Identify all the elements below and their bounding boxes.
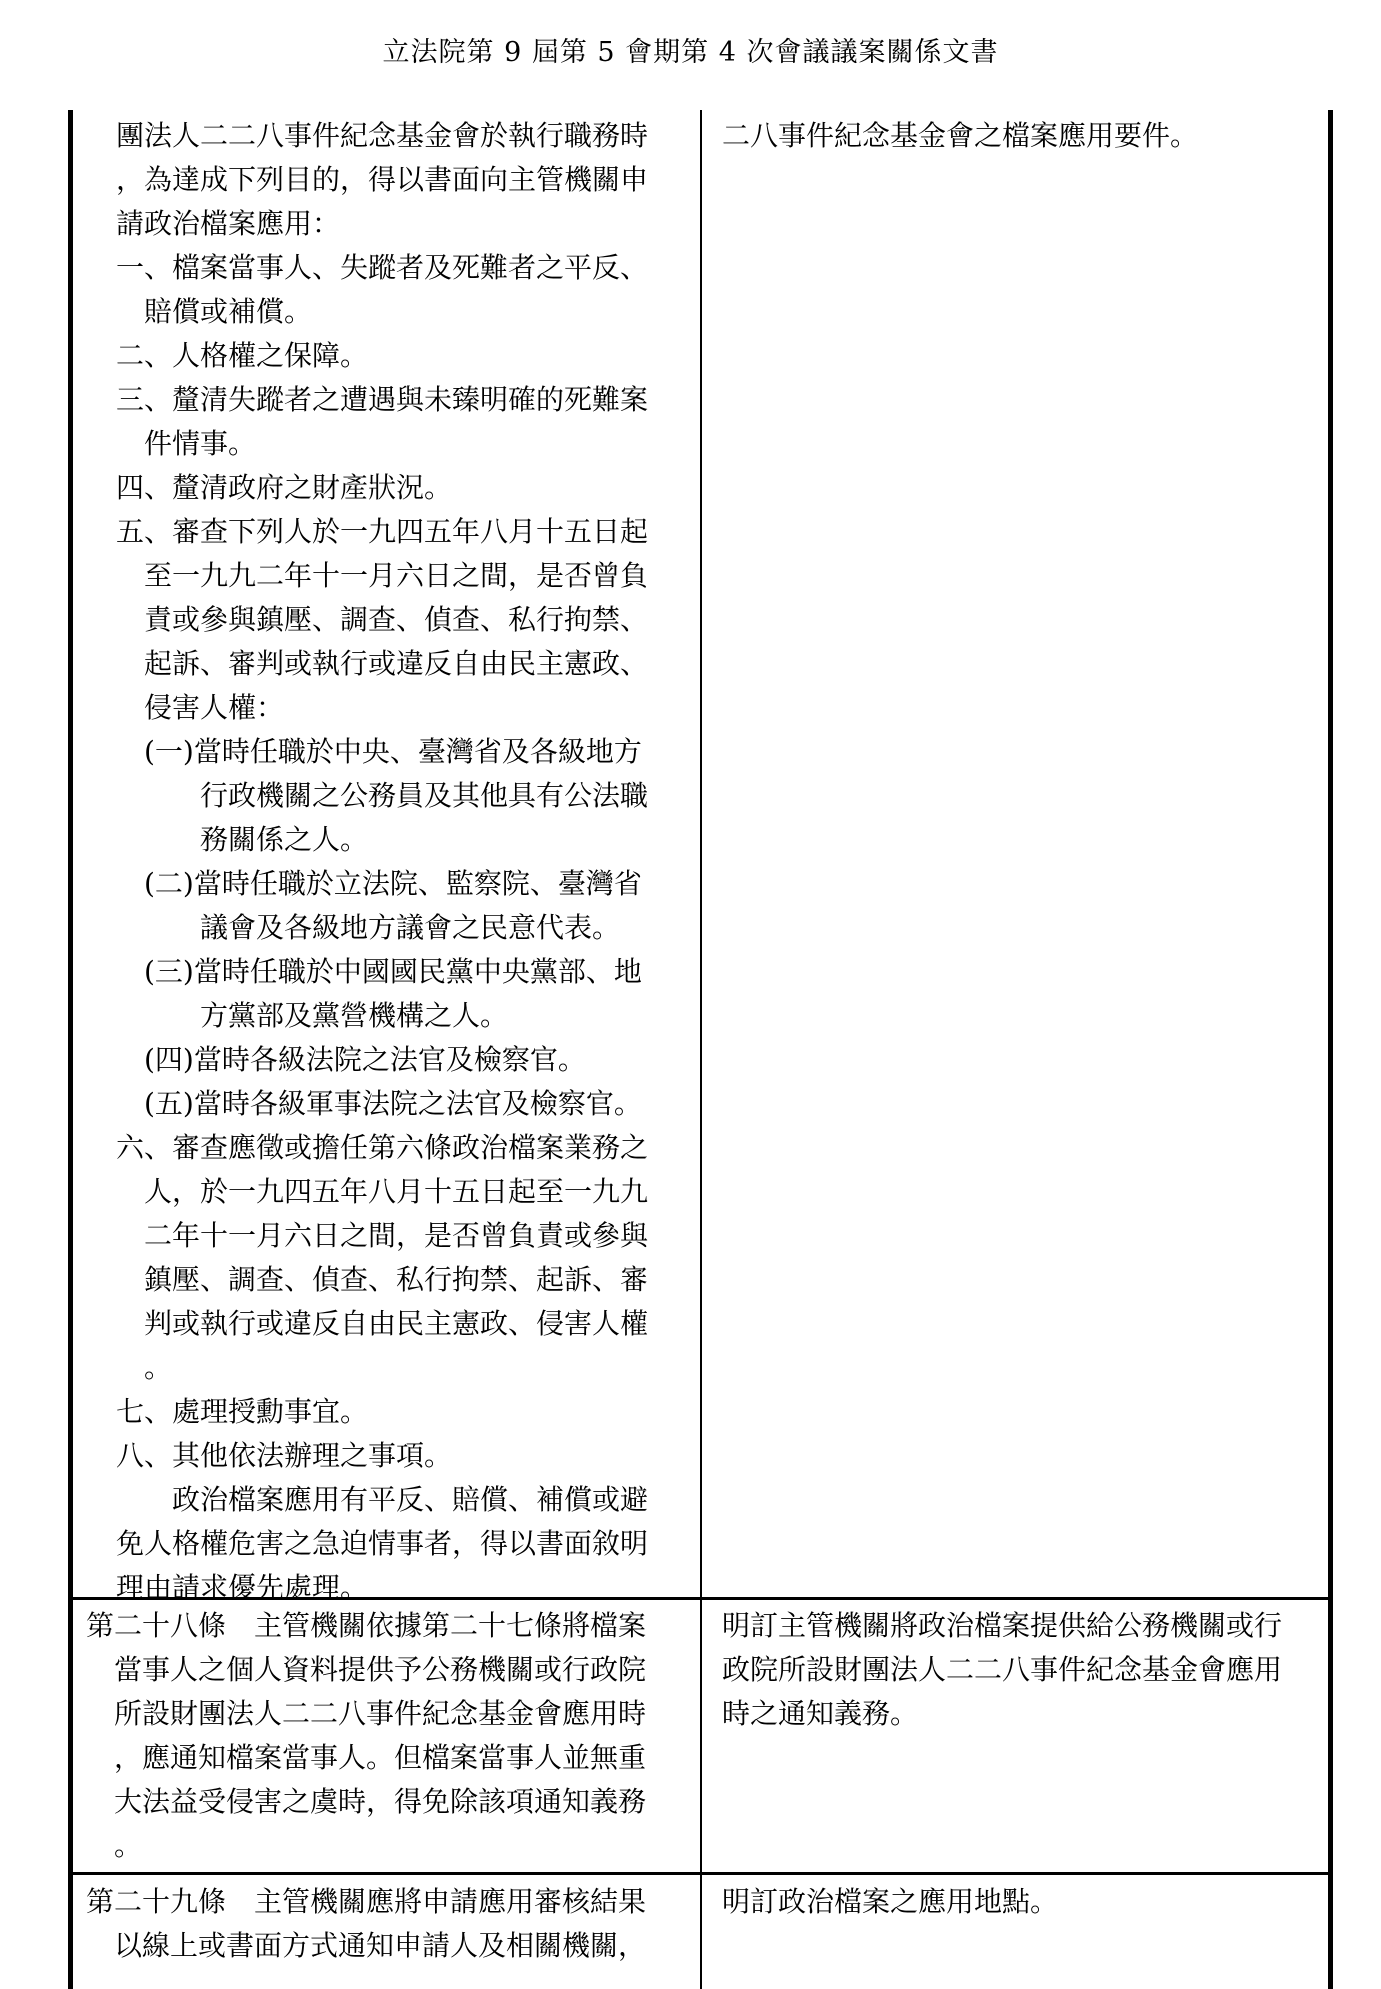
row2-right-cell — [722, 1604, 1282, 1736]
row2-right-line: 明訂主管機關將政治檔案提供給公務機關或行 — [722, 1609, 1283, 1642]
row1-left-line: 三、釐清失蹤者之遭遇與未臻明確的死難案 — [116, 383, 649, 416]
row1-right-cell — [722, 114, 1198, 158]
row1-left-cell — [116, 114, 648, 1610]
row1-left-line: 議會及各級地方議會之民意代表。 — [116, 911, 621, 944]
row2-left-cell — [86, 1604, 646, 1868]
row1-left-line: 鎮壓、調查、偵查、私行拘禁、起訴、審 — [116, 1263, 649, 1296]
row1-left-line: 人，於一九四五年八月十五日起至一九九 — [116, 1175, 649, 1208]
row3-left-cell — [86, 1880, 646, 1968]
row1-left-line: 四、釐清政府之財產狀況。 — [116, 471, 453, 504]
row1-left-line: 八、其他依法辦理之事項。 — [116, 1439, 453, 1472]
row2-right-line: 政院所設財團法人二二八事件紀念基金會應用 — [722, 1653, 1283, 1686]
row1-left-line: 請政治檔案應用： — [116, 207, 341, 240]
row2-left-line: 第二十八條 主管機關依據第二十七條將檔案 — [86, 1609, 647, 1642]
row3-left-line: 第二十九條 主管機關應將申請應用審核結果 — [86, 1885, 647, 1918]
row1-left-line: 理由請求優先處理。 — [116, 1571, 369, 1604]
row1-left-line: 一、檔案當事人、失蹤者及死難者之平反、 — [116, 251, 649, 284]
row1-left-line: (四)當時各級法院之法官及檢察官。 — [116, 1043, 586, 1076]
row1-left-line: 。 — [116, 1351, 173, 1384]
row1-left-line: 六、審查應徵或擔任第六條政治檔案業務之 — [116, 1131, 649, 1164]
row3-left-line: 以線上或書面方式通知申請人及相關機關， — [86, 1929, 647, 1962]
page-header: 立法院第 9 屆第 5 會期第 4 次會議議案關係文書 — [382, 37, 999, 68]
row-divider-2 — [68, 1872, 1333, 1875]
row1-left-line: 七、處理授勳事宜。 — [116, 1395, 369, 1428]
row2-left-line: 大法益受侵害之虞時，得免除該項通知義務 — [86, 1785, 647, 1818]
row1-left-line: 免人格權危害之急迫情事者，得以書面敘明 — [116, 1527, 649, 1560]
row1-left-line: 行政機關之公務員及其他具有公法職 — [116, 779, 649, 812]
row1-left-line: 團法人二二八事件紀念基金會於執行職務時 — [116, 119, 649, 152]
row1-left-line: 賠償或補償。 — [116, 295, 313, 328]
row1-left-line: 至一九九二年十一月六日之間，是否曾負 — [116, 559, 649, 592]
row1-left-line: 二、人格權之保障。 — [116, 339, 369, 372]
row2-left-line: 當事人之個人資料提供予公務機關或行政院 — [86, 1653, 647, 1686]
row1-left-line: 方黨部及黨營機構之人。 — [116, 999, 509, 1032]
table-right-border — [1328, 110, 1333, 1989]
row2-left-line: ，應通知檔案當事人。但檔案當事人並無重 — [86, 1741, 647, 1774]
row1-left-line: (五)當時各級軍事法院之法官及檢察官。 — [116, 1087, 642, 1120]
row3-right-line: 明訂政治檔案之應用地點。 — [722, 1885, 1059, 1918]
row3-right-cell — [722, 1880, 1058, 1924]
row1-left-line: (二)當時任職於立法院、監察院、臺灣省 — [116, 867, 642, 900]
row1-left-line: 政治檔案應用有平反、賠償、補償或避 — [116, 1483, 649, 1516]
row1-left-line: 判或執行或違反自由民主憲政、侵害人權 — [116, 1307, 649, 1340]
row1-left-line: 二年十一月六日之間，是否曾負責或參與 — [116, 1219, 649, 1252]
row1-left-line: 責或參與鎮壓、調查、偵查、私行拘禁、 — [116, 603, 649, 636]
row1-left-line: 五、審查下列人於一九四五年八月十五日起 — [116, 515, 649, 548]
row1-left-line: 務關係之人。 — [116, 823, 369, 856]
row1-left-line: 侵害人權： — [116, 691, 285, 724]
row1-left-line: 件情事。 — [116, 427, 257, 460]
row1-left-line: ，為達成下列目的，得以書面向主管機關申 — [116, 163, 649, 196]
row1-left-line: (一)當時任職於中央、臺灣省及各級地方 — [116, 735, 642, 768]
table-left-border — [68, 110, 73, 1989]
row2-right-line: 時之通知義務。 — [722, 1697, 919, 1730]
table-column-divider — [700, 110, 702, 1989]
row1-left-line: (三)當時任職於中國國民黨中央黨部、地 — [116, 955, 642, 988]
row2-left-line: 所設財團法人二二八事件紀念基金會應用時 — [86, 1697, 647, 1730]
row1-left-line: 起訴、審判或執行或違反自由民主憲政、 — [116, 647, 649, 680]
row2-left-line: 。 — [86, 1829, 143, 1862]
row1-right-line: 二八事件紀念基金會之檔案應用要件。 — [722, 119, 1199, 152]
